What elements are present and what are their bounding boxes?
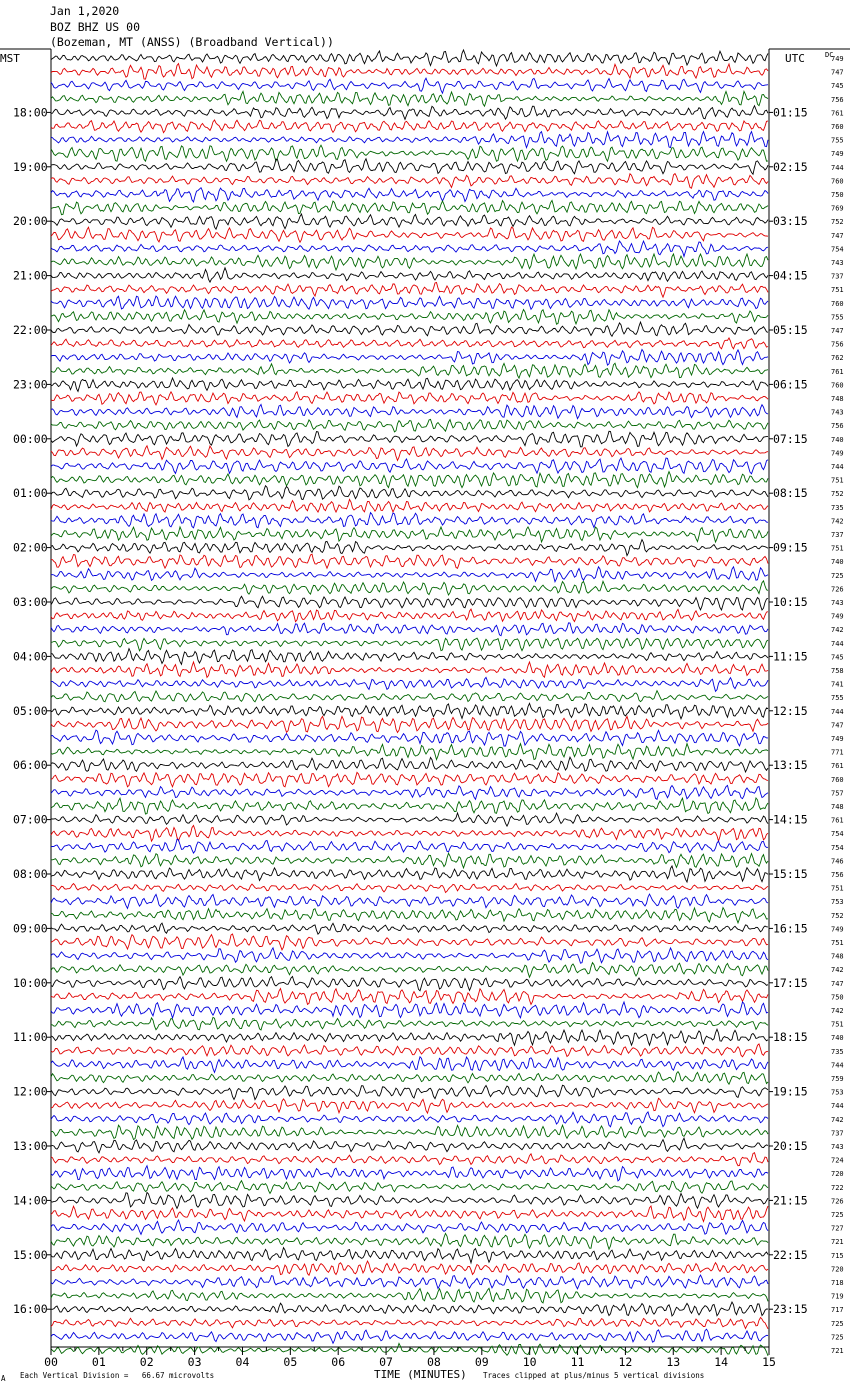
trace-16 xyxy=(51,254,768,270)
trace-1 xyxy=(51,50,768,66)
x-tick-label: 08 xyxy=(427,1355,441,1369)
trace-61 xyxy=(51,866,768,882)
dc-value-label: 750 xyxy=(831,191,844,199)
trace-65 xyxy=(51,923,768,934)
trace-40 xyxy=(51,581,768,595)
utc-time-label: 14:15 xyxy=(773,812,808,827)
x-tick-label: 13 xyxy=(666,1355,681,1369)
dc-label: DC xyxy=(825,51,834,59)
dc-value-label: 761 xyxy=(831,367,844,376)
mst-time-label: 07:00 xyxy=(13,812,48,827)
mst-time-label: 14:00 xyxy=(13,1193,48,1208)
dc-value-label: 725 xyxy=(831,1211,844,1219)
trace-89 xyxy=(51,1248,768,1263)
dc-value-label: 756 xyxy=(831,871,844,879)
dc-value-label: 756 xyxy=(831,422,844,431)
dc-value-label: 760 xyxy=(831,381,844,390)
trace-30 xyxy=(51,446,768,461)
dc-value-label: 715 xyxy=(831,1251,844,1260)
dc-value-label: 771 xyxy=(831,748,844,757)
trace-46 xyxy=(51,662,768,677)
dc-value-label: 754 xyxy=(831,843,844,852)
dc-value-label: 720 xyxy=(831,1170,844,1179)
dc-value-label: 719 xyxy=(831,1292,844,1301)
dc-value-label: 749 xyxy=(831,612,844,621)
x-tick-label: 14 xyxy=(714,1355,729,1369)
dc-value-label: 748 xyxy=(831,952,844,961)
x-tick-label: 07 xyxy=(379,1355,393,1369)
dc-value-label: 747 xyxy=(831,68,844,77)
trace-17 xyxy=(51,268,768,282)
dc-value-label: 754 xyxy=(831,245,844,254)
mst-time-label: 06:00 xyxy=(13,758,48,773)
trace-20 xyxy=(51,310,768,325)
x-tick-label: 09 xyxy=(474,1355,489,1369)
utc-time-label: 06:15 xyxy=(773,377,808,392)
dc-value-label: 748 xyxy=(831,395,844,403)
vertical-division-note: Each Vertical Division = 66.67 microvolts xyxy=(20,1371,215,1380)
mst-time-label: 22:00 xyxy=(13,323,48,337)
x-tick-label: 04 xyxy=(235,1355,250,1369)
dc-value-label: 721 xyxy=(831,1347,844,1355)
trace-27 xyxy=(51,405,768,419)
mst-time-label: 05:00 xyxy=(13,703,48,718)
trace-37 xyxy=(51,540,768,556)
dc-value-label: 725 xyxy=(831,1333,844,1342)
trace-25 xyxy=(51,378,768,391)
dc-value-label: 743 xyxy=(831,599,844,607)
mst-time-label: 13:00 xyxy=(13,1139,48,1153)
trace-90 xyxy=(51,1261,768,1275)
dc-value-label: 755 xyxy=(831,313,844,322)
mst-time-label: 18:00 xyxy=(13,105,48,120)
utc-time-label: 17:15 xyxy=(773,975,808,990)
dc-value-label: 756 xyxy=(831,95,844,104)
trace-24 xyxy=(51,363,768,378)
trace-36 xyxy=(51,527,768,542)
dc-value-label: 747 xyxy=(831,327,844,335)
trace-34 xyxy=(51,499,768,512)
trace-38 xyxy=(51,554,768,568)
dc-value-label: 753 xyxy=(831,898,844,907)
trace-72 xyxy=(51,1017,768,1030)
dc-value-label: 762 xyxy=(831,354,844,363)
trace-62 xyxy=(51,884,768,893)
dc-value-label: 749 xyxy=(831,925,844,934)
trace-68 xyxy=(51,963,768,978)
dc-value-label: 744 xyxy=(831,463,844,471)
trace-48 xyxy=(51,691,768,702)
dc-value-label: 751 xyxy=(831,939,844,947)
mst-time-label: 02:00 xyxy=(13,540,48,555)
dc-value-label: 742 xyxy=(831,966,844,975)
trace-83 xyxy=(51,1166,768,1181)
trace-87 xyxy=(51,1220,768,1234)
utc-time-label: 07:15 xyxy=(773,431,808,446)
trace-45 xyxy=(51,649,768,665)
trace-35 xyxy=(51,513,768,528)
trace-60 xyxy=(51,853,768,868)
dc-value-label: 726 xyxy=(831,1197,844,1206)
x-tick-label: 02 xyxy=(139,1355,154,1369)
utc-time-label: 04:15 xyxy=(773,268,808,283)
dc-value-label: 752 xyxy=(831,911,844,920)
mst-time-label: 11:00 xyxy=(13,1030,48,1045)
x-tick-label: 10 xyxy=(522,1355,537,1369)
dc-value-label: 749 xyxy=(831,55,844,63)
dc-value-label: 750 xyxy=(831,993,844,1002)
utc-time-label: 21:15 xyxy=(773,1193,808,1208)
trace-70 xyxy=(51,989,768,1005)
trace-53 xyxy=(51,757,768,772)
dc-value-label: 755 xyxy=(831,136,844,145)
dc-value-label: 742 xyxy=(831,1115,844,1124)
trace-93 xyxy=(51,1302,768,1316)
dc-value-label: 749 xyxy=(831,735,844,743)
dc-value-label: 742 xyxy=(831,517,844,526)
dc-value-label: 744 xyxy=(831,1102,844,1111)
dc-value-label: 737 xyxy=(831,272,844,281)
dc-value-label: 718 xyxy=(831,1279,844,1287)
trace-54 xyxy=(51,772,768,786)
dc-value-label: 753 xyxy=(831,1088,844,1097)
header-location: (Bozeman, MT (ANSS) (Broadband Vertical)) xyxy=(50,35,334,49)
dc-value-label: 749 xyxy=(831,150,844,159)
clipping-note: Traces clipped at plus/minus 5 vertical divisions xyxy=(483,1371,705,1380)
utc-time-label: 05:15 xyxy=(773,323,808,337)
trace-75 xyxy=(51,1057,768,1073)
trace-6 xyxy=(51,120,768,133)
mst-time-label: 08:00 xyxy=(13,867,48,881)
trace-33 xyxy=(51,486,768,500)
dc-value-label: 755 xyxy=(831,694,844,703)
trace-66 xyxy=(51,934,768,950)
trace-73 xyxy=(51,1029,768,1045)
dc-value-label: 717 xyxy=(831,1306,844,1315)
utc-time-label: 12:15 xyxy=(773,703,808,718)
trace-28 xyxy=(51,419,768,432)
trace-88 xyxy=(51,1233,768,1249)
left-axis-label: MST xyxy=(0,52,20,65)
x-tick-label: 11 xyxy=(570,1355,585,1369)
trace-94 xyxy=(51,1318,768,1329)
utc-time-label: 19:15 xyxy=(773,1084,808,1099)
dc-value-label: 743 xyxy=(831,259,844,267)
dc-value-label: 760 xyxy=(831,177,844,186)
dc-value-label: 742 xyxy=(831,1007,844,1015)
utc-time-label: 23:15 xyxy=(773,1302,808,1317)
trace-77 xyxy=(51,1085,768,1099)
header-date: Jan 1,2020 xyxy=(50,4,120,18)
dc-value-label: 740 xyxy=(831,558,844,567)
dc-value-label: 745 xyxy=(831,82,844,91)
trace-2 xyxy=(51,64,768,80)
trace-49 xyxy=(51,703,768,719)
mst-time-label: 23:00 xyxy=(13,377,48,392)
trace-52 xyxy=(51,744,768,760)
mst-time-label: 04:00 xyxy=(13,649,48,664)
trace-76 xyxy=(51,1072,768,1085)
trace-39 xyxy=(51,567,768,582)
trace-64 xyxy=(51,908,768,923)
trace-44 xyxy=(51,638,768,651)
x-tick-label: 05 xyxy=(283,1355,298,1369)
utc-time-label: 15:15 xyxy=(773,867,808,881)
trace-51 xyxy=(51,730,768,746)
trace-58 xyxy=(51,826,768,842)
mst-time-label: 21:00 xyxy=(13,268,48,283)
mst-time-label: 09:00 xyxy=(13,921,48,936)
utc-time-label: 03:15 xyxy=(773,214,808,229)
dc-value-label: 735 xyxy=(831,1047,844,1056)
trace-84 xyxy=(51,1181,768,1194)
dc-value-label: 724 xyxy=(831,1156,844,1165)
trace-57 xyxy=(51,813,768,826)
utc-time-label: 08:15 xyxy=(773,486,808,501)
trace-41 xyxy=(51,596,768,610)
utc-time-label: 01:15 xyxy=(773,105,808,120)
mst-time-label: 20:00 xyxy=(13,214,48,229)
trace-29 xyxy=(51,431,768,447)
trace-32 xyxy=(51,472,768,488)
trace-69 xyxy=(51,977,768,991)
dc-value-label: 735 xyxy=(831,503,844,512)
utc-time-label: 13:15 xyxy=(773,758,808,773)
dc-value-label: 744 xyxy=(831,1061,844,1070)
dc-value-label: 744 xyxy=(831,639,844,648)
dc-value-label: 747 xyxy=(831,231,844,240)
dc-value-label: 745 xyxy=(831,653,844,662)
mst-time-label: 01:00 xyxy=(13,486,48,501)
dc-value-label: 760 xyxy=(831,775,844,784)
trace-9 xyxy=(51,159,768,174)
utc-time-label: 09:15 xyxy=(773,540,808,555)
dc-value-label: 744 xyxy=(831,707,844,716)
utc-time-label: 10:15 xyxy=(773,595,808,609)
trace-85 xyxy=(51,1192,768,1208)
dc-value-label: 746 xyxy=(831,857,844,866)
trace-81 xyxy=(51,1138,768,1153)
mst-time-label: 03:00 xyxy=(13,595,48,609)
dc-value-label: 751 xyxy=(831,1020,844,1029)
dc-value-label: 769 xyxy=(831,204,844,213)
trace-3 xyxy=(51,78,768,93)
corner-mark: A xyxy=(1,1374,6,1383)
trace-19 xyxy=(51,296,768,309)
dc-value-label: 761 xyxy=(831,816,844,825)
dc-value-label: 721 xyxy=(831,1238,844,1247)
x-tick-label: 01 xyxy=(91,1355,106,1369)
trace-47 xyxy=(51,677,768,691)
trace-71 xyxy=(51,1002,768,1018)
dc-value-label: 725 xyxy=(831,1319,844,1328)
dc-value-label: 752 xyxy=(831,218,844,227)
mst-time-label: 10:00 xyxy=(13,975,48,990)
dc-value-label: 760 xyxy=(831,123,844,131)
trace-26 xyxy=(51,392,768,405)
mst-time-label: 15:00 xyxy=(13,1247,48,1262)
utc-time-label: 22:15 xyxy=(773,1247,808,1262)
utc-time-label: 02:15 xyxy=(773,159,808,174)
dc-value-label: 725 xyxy=(831,571,844,580)
dc-value-label: 761 xyxy=(831,762,844,771)
trace-80 xyxy=(51,1125,768,1139)
trace-55 xyxy=(51,785,768,799)
dc-value-label: 759 xyxy=(831,1075,844,1083)
x-tick-label: 03 xyxy=(187,1355,202,1369)
dc-value-label: 747 xyxy=(831,721,844,730)
trace-56 xyxy=(51,798,768,814)
trace-11 xyxy=(51,188,768,202)
dc-value-label: 726 xyxy=(831,585,844,594)
dc-value-label: 751 xyxy=(831,476,844,485)
trace-67 xyxy=(51,948,768,963)
trace-12 xyxy=(51,201,768,215)
mst-time-label: 19:00 xyxy=(13,159,48,174)
trace-43 xyxy=(51,623,768,636)
dc-value-label: 756 xyxy=(831,340,844,349)
dc-value-label: 722 xyxy=(831,1183,844,1192)
dc-value-label: 737 xyxy=(831,531,844,539)
utc-time-label: 11:15 xyxy=(773,649,808,664)
x-axis-title: TIME (MINUTES) xyxy=(374,1368,467,1381)
trace-91 xyxy=(51,1275,768,1289)
utc-time-label: 18:15 xyxy=(773,1030,808,1045)
dc-value-label: 760 xyxy=(831,299,844,308)
dc-value-label: 752 xyxy=(831,490,844,499)
trace-8 xyxy=(51,145,768,161)
dc-value-label: 740 xyxy=(831,1034,844,1043)
dc-value-label: 748 xyxy=(831,803,844,811)
dc-value-label: 761 xyxy=(831,109,844,118)
trace-82 xyxy=(51,1153,768,1166)
dc-value-label: 747 xyxy=(831,979,844,988)
dc-value-label: 740 xyxy=(831,435,844,444)
trace-59 xyxy=(51,839,768,853)
dc-value-label: 757 xyxy=(831,789,844,798)
utc-time-label: 20:15 xyxy=(773,1139,808,1153)
dc-value-label: 749 xyxy=(831,449,844,458)
dc-value-label: 737 xyxy=(831,1129,844,1138)
trace-79 xyxy=(51,1112,768,1127)
trace-42 xyxy=(51,609,768,622)
trace-7 xyxy=(51,132,768,148)
dc-value-label: 720 xyxy=(831,1265,844,1274)
trace-21 xyxy=(51,322,768,336)
dc-value-label: 727 xyxy=(831,1224,844,1233)
x-tick-label: 12 xyxy=(618,1355,633,1369)
mst-time-label: 16:00 xyxy=(13,1302,48,1317)
dc-value-label: 744 xyxy=(831,163,844,172)
trace-10 xyxy=(51,174,768,189)
utc-time-label: 16:15 xyxy=(773,921,808,936)
trace-50 xyxy=(51,716,768,732)
trace-86 xyxy=(51,1206,768,1222)
trace-63 xyxy=(51,894,768,908)
dc-value-label: 751 xyxy=(831,286,844,295)
dc-value-label: 742 xyxy=(831,626,844,635)
trace-31 xyxy=(51,458,768,474)
trace-18 xyxy=(51,283,768,298)
trace-15 xyxy=(51,241,768,256)
x-tick-label: 15 xyxy=(762,1355,776,1369)
dc-value-label: 751 xyxy=(831,544,844,553)
header-station: BOZ BHZ US 00 xyxy=(50,20,141,34)
dc-value-label: 743 xyxy=(831,1143,844,1151)
dc-value-label: 751 xyxy=(831,884,844,893)
mst-time-label: 00:00 xyxy=(13,431,48,446)
trace-22 xyxy=(51,338,768,349)
dc-value-label: 754 xyxy=(831,830,844,839)
x-tick-label: 00 xyxy=(44,1355,58,1369)
trace-74 xyxy=(51,1044,768,1057)
dc-value-label: 743 xyxy=(831,408,844,417)
trace-4 xyxy=(51,91,768,106)
right-axis-label: UTC xyxy=(785,52,805,65)
dc-value-label: 741 xyxy=(831,680,844,689)
mst-time-label: 12:00 xyxy=(13,1084,48,1099)
trace-78 xyxy=(51,1098,768,1113)
dc-value-label: 758 xyxy=(831,667,844,675)
trace-5 xyxy=(51,106,768,120)
x-tick-label: 06 xyxy=(331,1355,346,1369)
trace-14 xyxy=(51,227,768,242)
trace-13 xyxy=(51,214,768,229)
trace-95 xyxy=(51,1329,768,1343)
trace-92 xyxy=(51,1288,768,1303)
trace-23 xyxy=(51,350,768,366)
